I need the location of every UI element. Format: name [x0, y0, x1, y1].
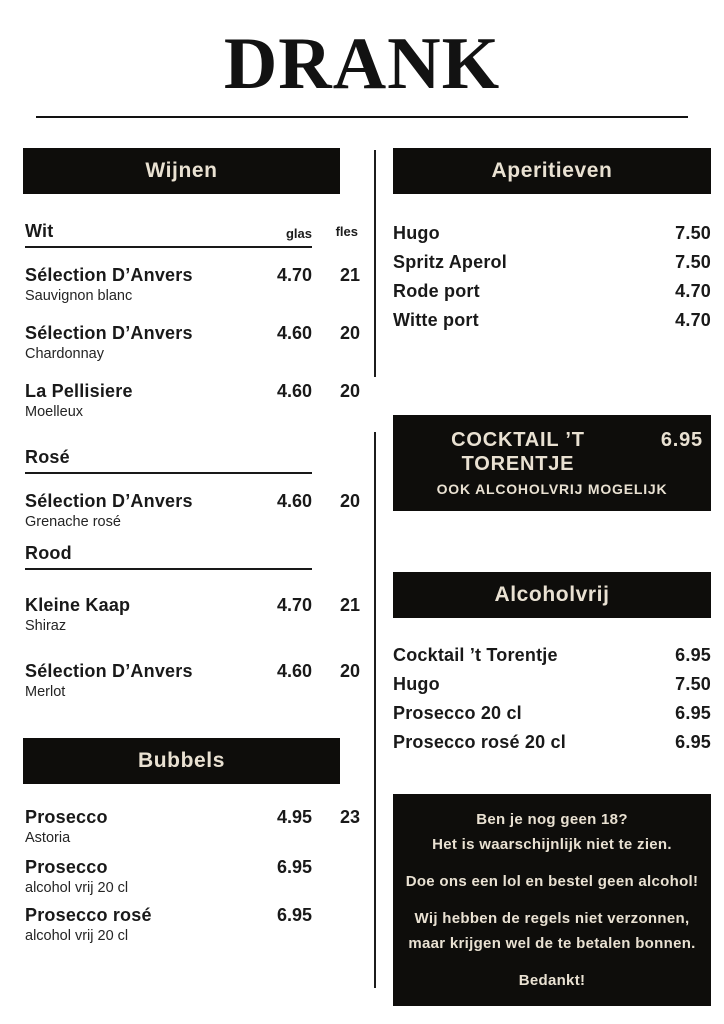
- item-name: Sélection D’Anvers: [25, 661, 193, 681]
- item-name: Sélection D’Anvers: [25, 491, 193, 511]
- item-price-glas: 6.95: [276, 905, 312, 925]
- item-subtitle: Moelleux: [25, 404, 84, 420]
- age-notice-line: Bedankt!: [518, 972, 586, 989]
- alcoholvrij-header-bar: Alcoholvrij: [393, 572, 711, 618]
- item-price-fles: 21: [339, 595, 360, 615]
- menu-item-row: [393, 251, 711, 274]
- menu-item-row: [25, 806, 360, 848]
- item-name: La Pellisiere: [25, 381, 133, 401]
- item-name: Rode port: [393, 281, 480, 301]
- menu-item-row: [25, 594, 360, 636]
- age-notice-line: Het is waarschijnlijk niet te zien.: [432, 836, 672, 853]
- section-label: Rood: [25, 543, 72, 563]
- item-subtitle: Sauvignon blanc: [25, 288, 133, 304]
- right-column: [393, 148, 711, 1006]
- menu-item-row: [25, 856, 360, 898]
- cocktail-banner: [393, 415, 711, 511]
- item-price-fles: 20: [339, 491, 360, 511]
- item-price-glas: 4.70: [276, 595, 312, 615]
- item-subtitle: Grenache rosé: [25, 514, 121, 530]
- item-price-glas: 4.60: [276, 381, 312, 401]
- bubbels-header-bar: Bubbels: [23, 738, 340, 784]
- left-column: [25, 148, 360, 946]
- menu-item-row: [393, 673, 711, 696]
- item-name: Prosecco: [25, 857, 108, 877]
- item-name: Kleine Kaap: [25, 595, 131, 615]
- item-name: Sélection D’Anvers: [25, 323, 193, 343]
- menu-item-row: [393, 280, 711, 303]
- item-price-glas: 4.60: [276, 661, 312, 681]
- age-notice-line: Wij hebben de regels niet verzonnen,: [414, 910, 690, 927]
- item-price: 6.95: [675, 703, 711, 723]
- item-price-glas: 4.60: [276, 491, 312, 511]
- item-name: Prosecco rosé 20 cl: [393, 732, 566, 752]
- item-price: 7.50: [675, 252, 711, 272]
- column-label-fles: fles: [335, 224, 358, 239]
- menu-item-row: [25, 490, 360, 532]
- item-price-fles: 23: [339, 807, 360, 827]
- item-price-glas: 4.70: [276, 265, 312, 285]
- age-notice-line: Doe ons een lol en bestel geen alcohol!: [405, 873, 699, 890]
- item-price-fles: 20: [339, 661, 360, 681]
- item-name: Cocktail ’t Torentje: [393, 645, 558, 665]
- menu-item-row: [25, 660, 360, 702]
- section-header-wit: [25, 220, 358, 248]
- menu-item-row: [393, 222, 711, 245]
- item-name: Sélection D’Anvers: [25, 265, 193, 285]
- section-header-rood: [25, 542, 312, 570]
- item-price: 6.95: [675, 645, 711, 665]
- item-price-fles: 20: [339, 381, 360, 401]
- item-price: 7.50: [675, 223, 711, 243]
- item-price-glas: 6.95: [276, 857, 312, 877]
- menu-item-row: [393, 644, 711, 667]
- item-name: Spritz Aperol: [393, 252, 507, 272]
- cocktail-banner-title: COCKTAIL ’T TORENTJE: [451, 429, 585, 475]
- alcoholvrij-list: [393, 618, 711, 760]
- item-name: Prosecco: [25, 807, 108, 827]
- item-name: Hugo: [393, 674, 440, 694]
- item-price: 7.50: [675, 674, 711, 694]
- menu-item-row: [25, 264, 360, 306]
- menu-item-row: [25, 904, 360, 946]
- age-notice-paragraph: [405, 869, 699, 894]
- item-price-glas: 4.60: [276, 323, 312, 343]
- item-name: Hugo: [393, 223, 440, 243]
- item-price: 4.70: [675, 310, 711, 330]
- column-label-glas: glas: [285, 226, 312, 241]
- menu-item-row: [25, 380, 360, 422]
- age-notice-box: [393, 794, 711, 1006]
- item-subtitle: alcohol vrij 20 cl: [25, 928, 129, 944]
- age-notice-paragraph: [405, 807, 699, 857]
- wijnen-header-bar: Wijnen: [23, 148, 340, 194]
- column-divider-bottom: [374, 432, 376, 988]
- section-header-rose: [25, 446, 312, 474]
- item-name: Witte port: [393, 310, 479, 330]
- item-price: 6.95: [675, 732, 711, 752]
- section-label: Wit: [25, 221, 54, 241]
- column-divider-top: [374, 150, 376, 377]
- age-notice-paragraph: [405, 906, 699, 956]
- title-underline: [36, 116, 688, 118]
- item-price-fles: 21: [339, 265, 360, 285]
- item-subtitle: Chardonnay: [25, 346, 104, 362]
- item-subtitle: Shiraz: [25, 618, 67, 634]
- menu-item-row: [25, 322, 360, 364]
- item-name: Prosecco 20 cl: [393, 703, 522, 723]
- item-subtitle: Astoria: [25, 830, 71, 846]
- item-name: Prosecco rosé: [25, 905, 152, 925]
- item-price-glas: 4.95: [276, 807, 312, 827]
- cocktail-banner-price: 6.95: [660, 429, 703, 451]
- aperitieven-header-bar: Aperitieven: [393, 148, 711, 194]
- menu-item-row: [393, 309, 711, 332]
- item-subtitle: Merlot: [25, 684, 66, 700]
- item-subtitle: alcohol vrij 20 cl: [25, 880, 129, 896]
- menu-item-row: [393, 731, 711, 754]
- age-notice-paragraph: [405, 968, 699, 993]
- menu-item-row: [393, 702, 711, 725]
- page-title: DRANK: [223, 23, 501, 105]
- age-notice-line: maar krijgen wel de te betalen bonnen.: [408, 935, 696, 952]
- section-label: Rosé: [25, 447, 70, 467]
- age-notice-line: Ben je nog geen 18?: [476, 811, 628, 828]
- cocktail-banner-subtitle: OOK ALCOHOLVRIJ MOGELIJK: [436, 481, 668, 497]
- item-price: 4.70: [675, 281, 711, 301]
- item-price-fles: 20: [339, 323, 360, 343]
